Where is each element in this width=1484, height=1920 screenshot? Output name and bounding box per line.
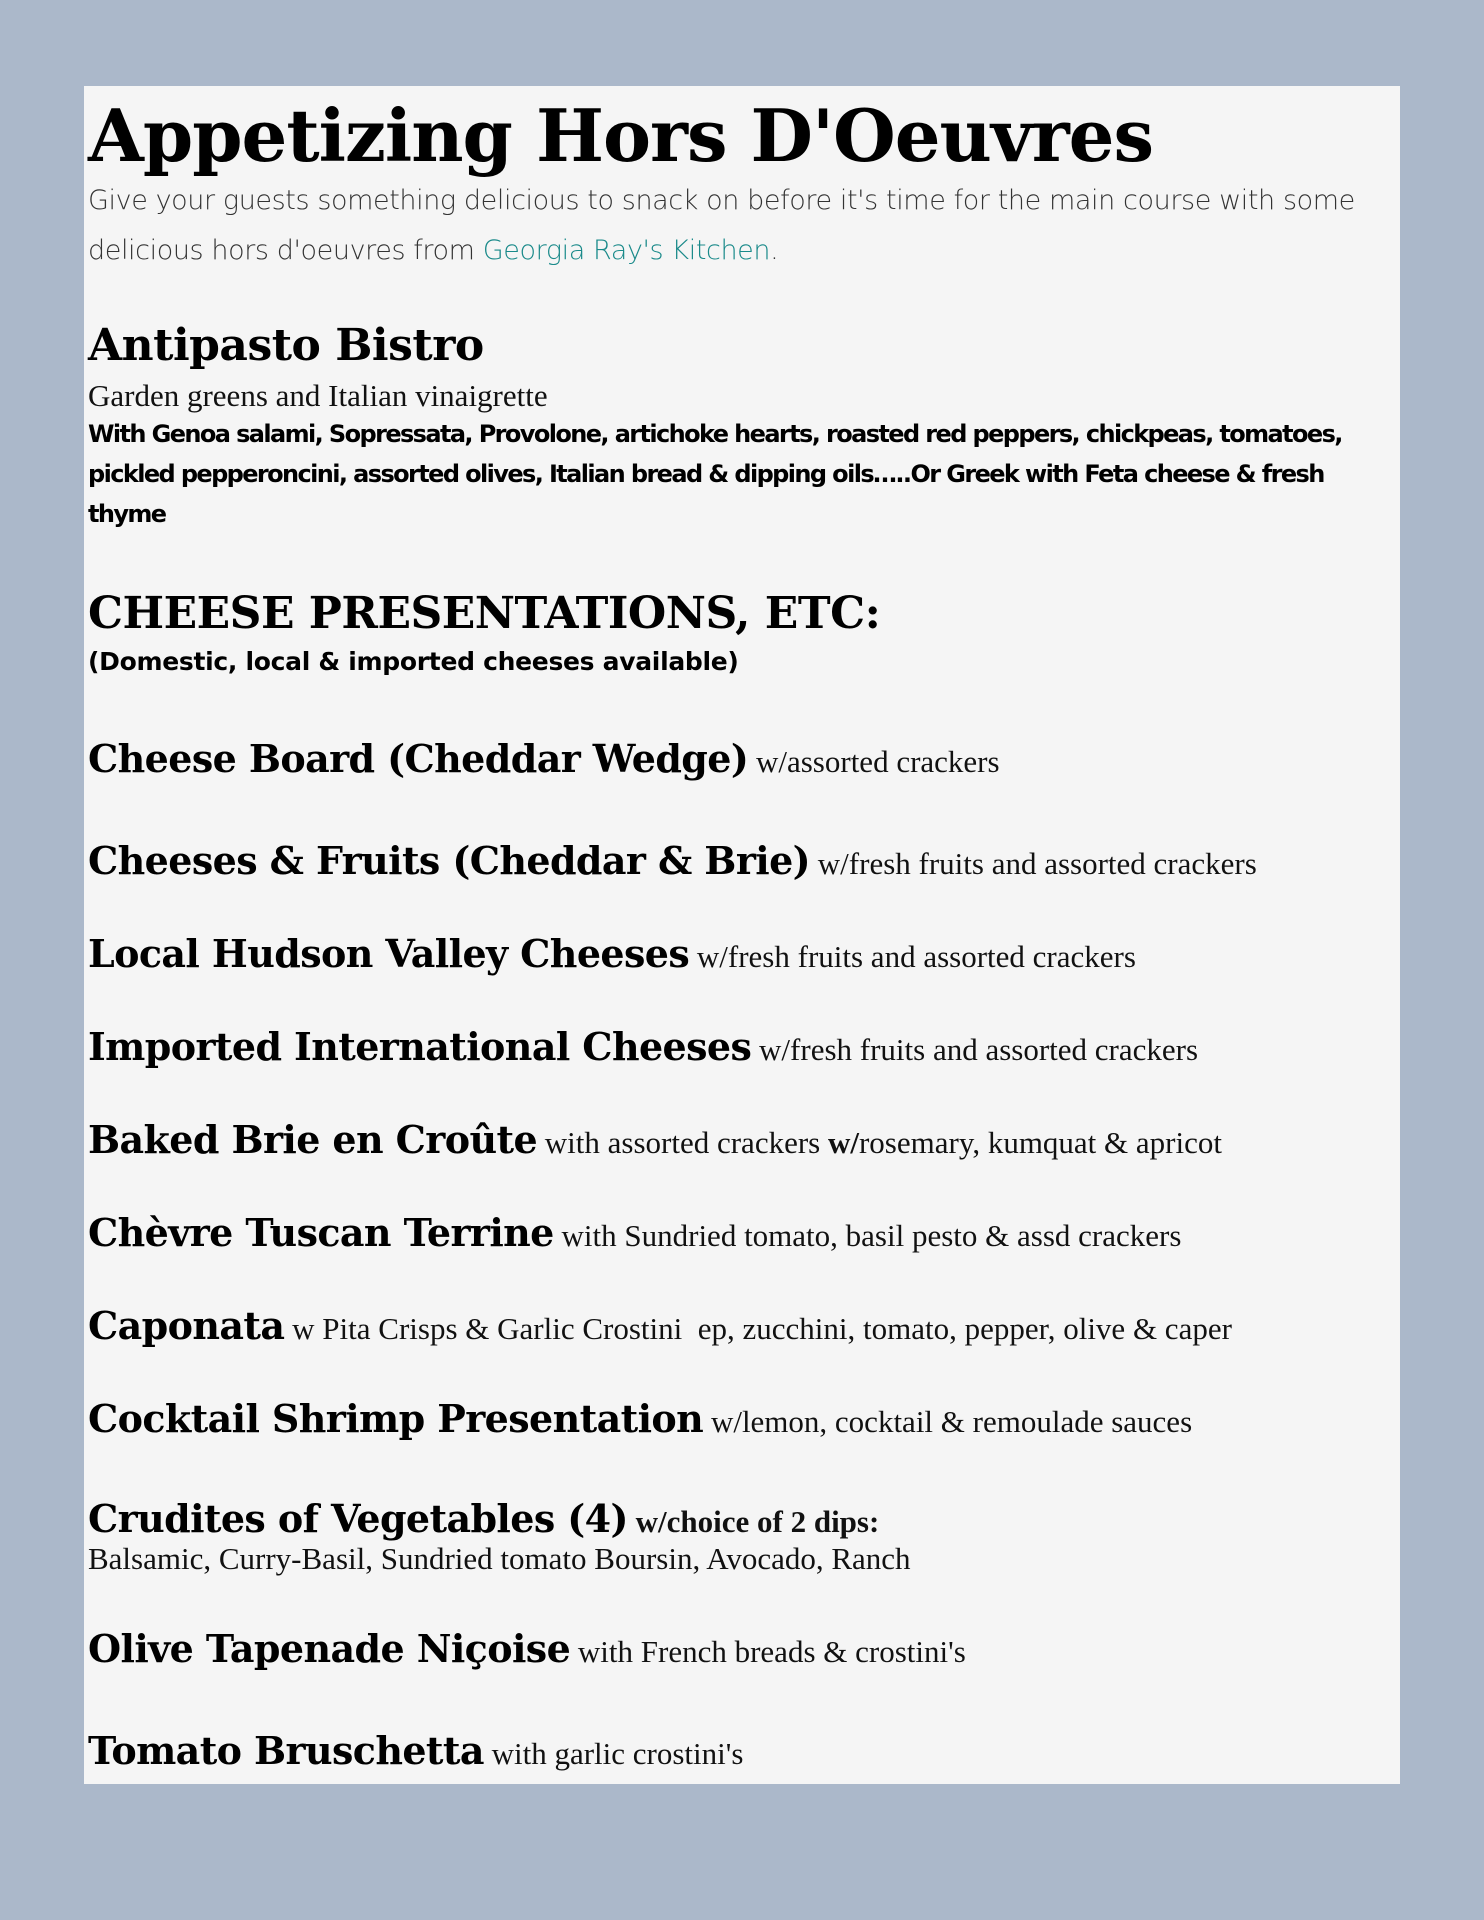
menu-item-olive-tapenade	[88, 1626, 1388, 1671]
page-title: Appetizing Hors D'Oeuvres	[88, 93, 1154, 178]
cheese-section	[88, 588, 1388, 678]
menu-item-baked-brie	[88, 1117, 1388, 1162]
antipasto-subheading: Garden greens and Italian vinaigrette	[88, 378, 548, 413]
intro-text-end: .	[770, 235, 779, 266]
antipasto-section	[88, 320, 1388, 534]
menu-item-caponata	[88, 1303, 1388, 1348]
item-name: Local Hudson Valley Cheeses	[88, 931, 690, 976]
item-dips: w/choice of 2 dips:	[627, 1504, 880, 1539]
item-name: Imported International Cheeses	[88, 1024, 752, 1069]
item-description: w/fresh fruits and assorted crackers	[689, 939, 1136, 974]
menu-item-cheeses-fruits	[88, 838, 1388, 883]
item-description-rest: rosemary, kumquat & apricot	[858, 1125, 1222, 1160]
cheese-note: (Domestic, local & imported cheeses available)	[88, 647, 739, 676]
menu-item-chevre-terrine	[88, 1210, 1388, 1255]
menu-item-tomato-bruschetta	[88, 1728, 1388, 1773]
antipasto-heading: Antipasto Bistro	[88, 320, 484, 371]
item-name: Tomato Bruschetta	[88, 1728, 484, 1773]
item-name: Caponata	[88, 1303, 285, 1348]
item-dip-options: Balsamic, Curry-Basil, Sundried tomato Boursin, Avocado, Ranch	[88, 1541, 911, 1576]
item-description: with French breads & crostini's	[570, 1634, 966, 1669]
item-description: w/assorted crackers	[748, 744, 1000, 779]
item-description: with garlic crostini's	[483, 1736, 744, 1771]
item-name: Crudites of Vegetables (4)	[88, 1496, 628, 1541]
menu-item-hudson-valley	[88, 931, 1388, 976]
item-description: w Pita Crisps & Garlic Crostini ep, zucchini, tomato, pepper, olive & caper	[284, 1311, 1232, 1346]
menu-item-cheese-board	[88, 736, 1388, 781]
item-description: with Sundried tomato, basil pesto & assd crackers	[553, 1218, 1182, 1253]
item-description: w/lemon, cocktail & remoulade sauces	[703, 1404, 1193, 1439]
item-name: Cheese Board (Cheddar Wedge)	[88, 736, 749, 781]
brand-link[interactable]: Georgia Ray's Kitchen	[482, 235, 771, 266]
antipasto-description: With Genoa salami, Sopressata, Provolone, artichoke hearts, roasted red peppers, chickpeas, tomatoes, pickled pepperoncini, assorted olives, Italian bread & dipping oils…..Or Greek with Feta cheese & fresh thyme	[88, 420, 1342, 528]
item-description: with assorted crackers	[537, 1125, 828, 1160]
intro-text: Give your guests something delicious to snack on before it's time for the main course with some delicious hors d'oeuvres from	[88, 185, 1355, 266]
item-name: Cocktail Shrimp Presentation	[88, 1396, 704, 1441]
intro-paragraph	[88, 176, 1388, 276]
item-name: Cheeses & Fruits (Cheddar & Brie)	[88, 838, 811, 883]
menu-item-crudites	[88, 1496, 1388, 1577]
item-name: Chèvre Tuscan Terrine	[88, 1210, 554, 1255]
item-description: w/fresh fruits and assorted crackers	[751, 1032, 1199, 1067]
menu-page	[84, 86, 1400, 1784]
item-name: Baked Brie en Croûte	[88, 1117, 538, 1162]
item-name: Olive Tapenade Niçoise	[88, 1626, 571, 1671]
item-description: w/fresh fruits and assorted crackers	[810, 846, 1257, 881]
menu-item-cocktail-shrimp	[88, 1396, 1388, 1441]
menu-content	[88, 86, 1388, 678]
cheese-heading: CHEESE PRESENTATIONS, ETC:	[88, 588, 881, 639]
menu-item-imported-cheeses	[88, 1024, 1388, 1069]
item-description-bold: w/	[827, 1125, 859, 1160]
